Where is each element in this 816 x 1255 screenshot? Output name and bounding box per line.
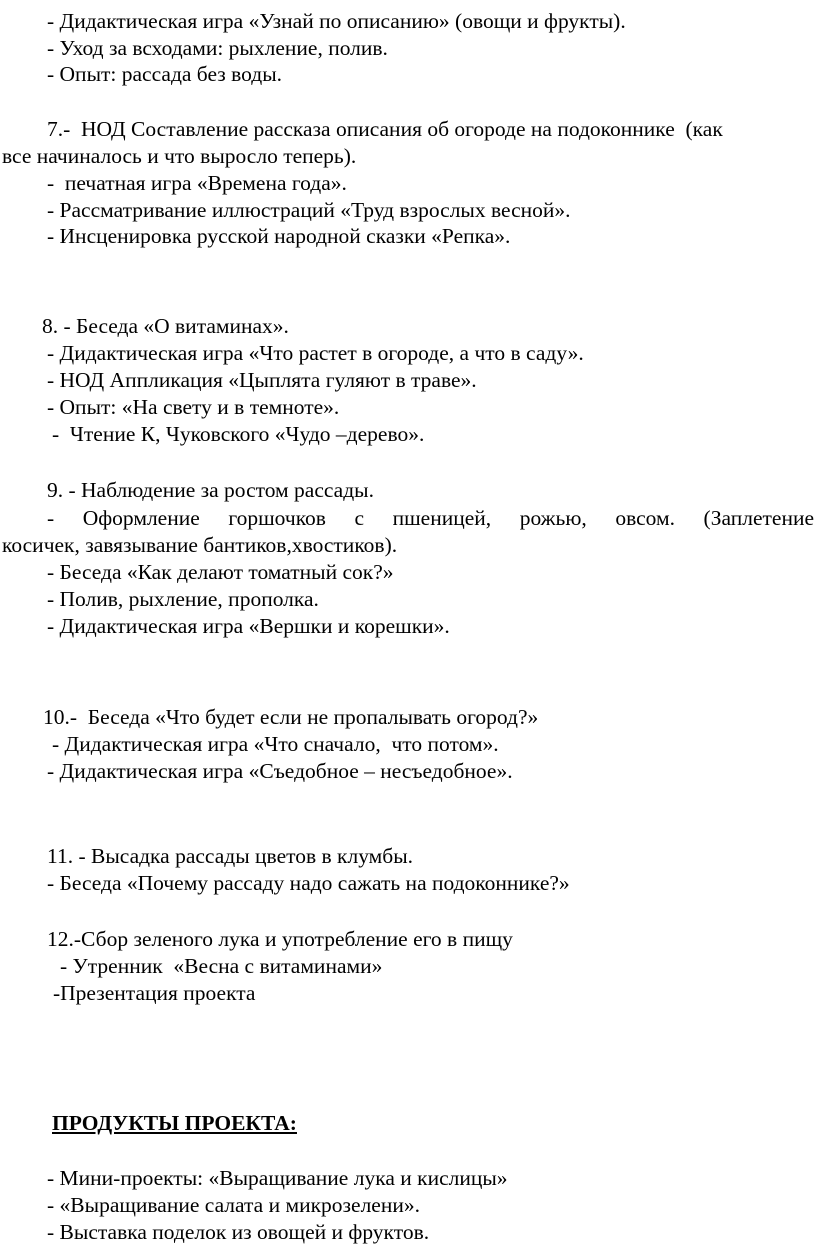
text-line: - Утренник «Весна с витаминами»	[60, 954, 383, 978]
text-line: - печатная игра «Времена года».	[47, 171, 347, 195]
text-line: - Дидактическая игра «Съедобное – несъедобное».	[47, 759, 513, 783]
text-line: - Дидактическая игра «Что сначало, что потом».	[52, 732, 499, 756]
text-line: - Чтение К, Чуковского «Чудо –дерево».	[52, 422, 425, 446]
text-line: - Дидактическая игра «Вершки и корешки».	[47, 614, 450, 638]
text-line: - Дидактическая игра «Что растет в огороде, а что в саду».	[47, 341, 584, 365]
text-line: - Инсценировка русской народной сказки «Репка».	[47, 224, 511, 248]
text-line: 8. - Беседа «О витаминах».	[42, 314, 289, 338]
text-line: 10.- Беседа «Что будет если не пропалывать огород?»	[43, 705, 539, 729]
text-line: - Беседа «Как делают томатный сок?»	[47, 560, 394, 584]
text-line: - Беседа «Почему рассаду надо сажать на подоконнике?»	[47, 871, 570, 895]
text-line: -Презентация проекта	[53, 981, 256, 1005]
text-line: - Оформление горшочков с пшеницей, рожью, овсом. (Заплетение	[47, 506, 814, 530]
text-line: косичек, завязывание бантиков,хвостиков).	[2, 533, 398, 557]
text-line: - Уход за всходами: рыхление, полив.	[47, 36, 388, 60]
text-line: - «Выращивание салата и микрозелени».	[47, 1193, 420, 1217]
text-line: - Рассматривание иллюстраций «Труд взрослых весной».	[47, 198, 571, 222]
text-line: - Опыт: рассада без воды.	[47, 62, 283, 86]
text-line: - Полив, рыхление, прополка.	[47, 587, 319, 611]
text-line: 9. - Наблюдение за ростом рассады.	[47, 478, 374, 502]
text-line: 7.- НОД Составление рассказа описания об огороде на подоконнике (как	[47, 117, 723, 141]
text-line: - Мини-проекты: «Выращивание лука и кислицы»	[47, 1166, 508, 1190]
text-line: - Выставка поделок из овощей и фруктов.	[47, 1220, 430, 1244]
text-line: все начиналось и что выросло теперь).	[2, 144, 357, 168]
text-line: 11. - Высадка рассады цветов в клумбы.	[47, 844, 414, 868]
section-heading: ПРОДУКТЫ ПРОЕКТА:	[52, 1111, 297, 1135]
text-line: - НОД Аппликация «Цыплята гуляют в траве».	[47, 368, 477, 392]
text-line: - Дидактическая игра «Узнай по описанию» (овощи и фрукты).	[47, 9, 626, 33]
text-line: - Опыт: «На свету и в темноте».	[47, 395, 340, 419]
text-line: 12.-Сбор зеленого лука и употребление его в пищу	[47, 927, 513, 951]
